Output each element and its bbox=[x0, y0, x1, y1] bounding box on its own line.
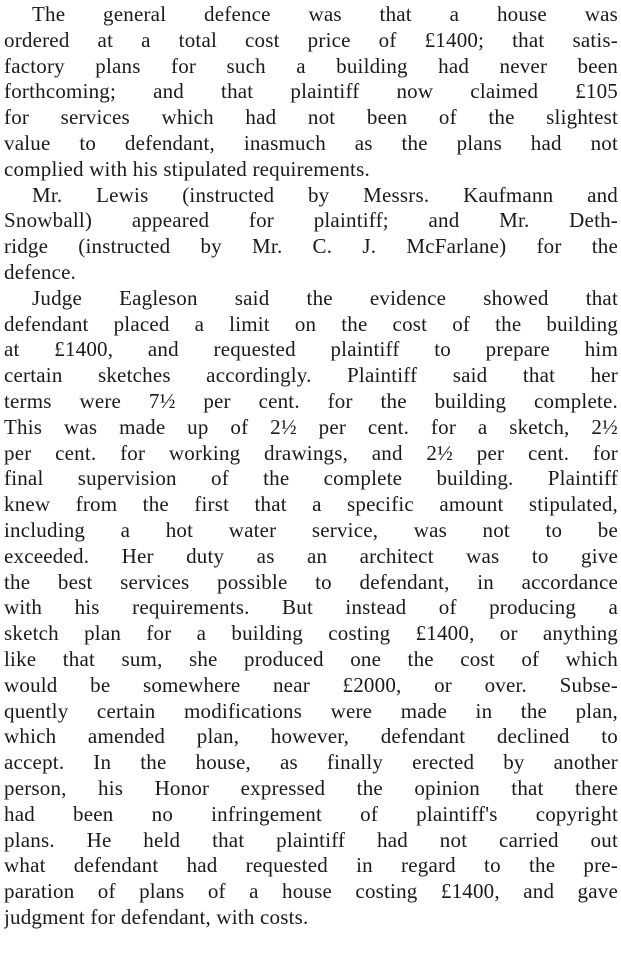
text-line: value to defendant, inasmuch as the plans had not bbox=[4, 130, 618, 155]
text-line: Judge Eagleson said the evidence showed that bbox=[32, 285, 618, 310]
text-line: per cent. for working drawings, and 2½ per cent. for bbox=[4, 440, 618, 465]
text-line: for services which had not been of the slightest bbox=[4, 105, 618, 130]
paragraph-counsel bbox=[4, 183, 618, 286]
text-line: terms were 7½ per cent. for the building complete. bbox=[4, 388, 618, 413]
text-line: ridge (instructed by Mr. C. J. McFarlane) for the bbox=[4, 234, 618, 259]
text-line: knew from the first that a specific amount stipulated, bbox=[4, 492, 618, 517]
text-line: ordered at a total cost price of £1400; that satis- bbox=[4, 27, 618, 52]
text-line: including a hot water service, was not to be bbox=[4, 517, 618, 542]
text-line: forthcoming; and that plaintiff now claimed £105 bbox=[4, 79, 618, 104]
text-line: Mr. Lewis (instructed by Messrs. Kaufmann and bbox=[32, 182, 618, 207]
text-line: what defendant had requested in regard to the pre- bbox=[4, 853, 618, 878]
text-line: which amended plan, however, defendant declined to bbox=[4, 724, 618, 749]
text-line: plans. He held that plaintiff had not carried out bbox=[4, 827, 618, 852]
text-line: had been no infringement of plaintiff's copyright bbox=[4, 801, 618, 826]
text-line: judgment for defendant, with costs. bbox=[4, 904, 309, 929]
text-line: with his requirements. But instead of producing a bbox=[4, 595, 618, 620]
text-line: Snowball) appeared for plaintiff; and Mr. Deth- bbox=[4, 208, 618, 233]
text-line: sketch plan for a building costing £1400, or anything bbox=[4, 621, 618, 646]
text-line: certain sketches accordingly. Plaintiff said that her bbox=[4, 363, 618, 388]
text-line: like that sum, she produced one the cost of which bbox=[4, 646, 618, 671]
text-line: exceeded. Her duty as an architect was to give bbox=[4, 543, 618, 568]
text-line: accept. In the house, as finally erected by another bbox=[4, 750, 618, 775]
text-line: defendant placed a limit on the cost of the building bbox=[4, 311, 618, 336]
text-line: complied with his stipulated requirements. bbox=[4, 156, 370, 181]
text-line: person, his Honor expressed the opinion that there bbox=[4, 775, 618, 800]
text-line: at £1400, and requested plaintiff to prepare him bbox=[4, 337, 618, 362]
paragraph-judgment bbox=[4, 286, 618, 931]
paragraph-general-defence bbox=[4, 2, 618, 183]
text-line: the best services possible to defendant, in accordance bbox=[4, 569, 618, 594]
text-line: This was made up of 2½ per cent. for a sketch, 2½ bbox=[4, 414, 618, 439]
text-line: factory plans for such a building had never been bbox=[4, 53, 618, 78]
text-line: The general defence was that a house was bbox=[32, 2, 618, 26]
text-line: final supervision of the complete building. Plaintiff bbox=[4, 466, 618, 491]
text-line: quently certain modifications were made in the plan, bbox=[4, 698, 618, 723]
text-line: defence. bbox=[4, 259, 77, 284]
text-line: would be somewhere near £2000, or over. Subse- bbox=[4, 672, 618, 697]
text-line: paration of plans of a house costing £1400, and gave bbox=[4, 879, 618, 904]
